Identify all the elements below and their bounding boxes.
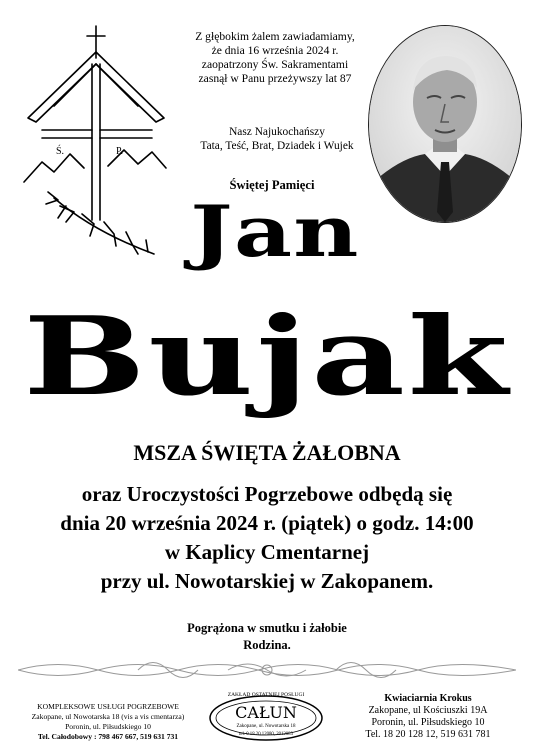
ceremony-title: MSZA ŚWIĘTA ŻAŁOBNA	[133, 440, 401, 465]
funeral-home-info	[10, 702, 206, 742]
florist-phone: Tel. 18 20 128 12, 519 631 781	[365, 729, 491, 740]
memory-label: Świętej Pamięci	[229, 178, 315, 192]
intro-line: że dnia 16 września 2024 r.	[211, 44, 339, 57]
florist-name: Kwiaciarnia Krokus	[384, 693, 472, 704]
intro-line: zaopatrzony Św. Sakramentami	[201, 58, 349, 71]
funeral-home-address: Zakopane, ul Nowotarska 18 (vis a vis cmentarza)	[31, 712, 185, 721]
intro-line: Z głębokim żalem zawiadamiamy,	[195, 30, 355, 43]
mourning-line: Pogrążona w smutku i żałobie	[187, 621, 347, 635]
florist-info	[330, 693, 526, 741]
intro-line: zasnął w Panu przeżywszy lat 87	[198, 72, 352, 85]
family-text	[190, 125, 364, 153]
logo-sub-text: Zakopane, ul. Nowotarska 18	[236, 724, 296, 729]
first-name: Jan	[190, 190, 360, 273]
funeral-home-address-2: Poronin, ul. Piłsudskiego 10	[65, 722, 151, 731]
family-line: Tata, Teść, Brat, Dziadek i Wujek	[200, 140, 354, 152]
funeral-home-name: KOMPLEKSOWE USŁUGI POGRZEBOWE	[37, 702, 179, 711]
family-line: Nasz Najukochańszy	[229, 126, 325, 138]
ceremony-details	[0, 480, 534, 596]
ceremony-line: w Kaplicy Cmentarnej	[164, 540, 370, 564]
ornament-divider	[18, 657, 516, 683]
florist-address: Zakopane, ul Kościuszki 19A	[368, 705, 488, 716]
ceremony-line: oraz Uroczystości Pogrzebowe odbędą się	[81, 482, 453, 506]
logo-name: CAŁUN	[235, 703, 297, 722]
calun-logo	[206, 688, 326, 744]
intro-text	[182, 30, 368, 86]
mourning-signature: Rodzina.	[243, 638, 291, 652]
cross-letter-s: Ś.	[56, 146, 65, 157]
cross-letter-p: P.	[116, 146, 123, 157]
funeral-home-phone: Tel. Całodobowy : 798 467 667, 519 631 731	[37, 732, 179, 741]
florist-address-2: Poronin, ul. Piłsudskiego 10	[371, 717, 485, 728]
logo-bottom-text: tel. 0 18 20 12080, 2012083	[239, 732, 293, 737]
last-name: Bujak	[23, 294, 511, 420]
ceremony-line: dnia 20 września 2024 r. (piątek) o godz. 14:00	[60, 511, 474, 535]
logo-arc-text: ZAKŁAD OSTATNIEJ POSŁUGI	[227, 692, 305, 698]
mourning-text	[0, 620, 534, 654]
ceremony-line: przy ul. Nowotarskiej w Zakopanem.	[100, 569, 434, 593]
